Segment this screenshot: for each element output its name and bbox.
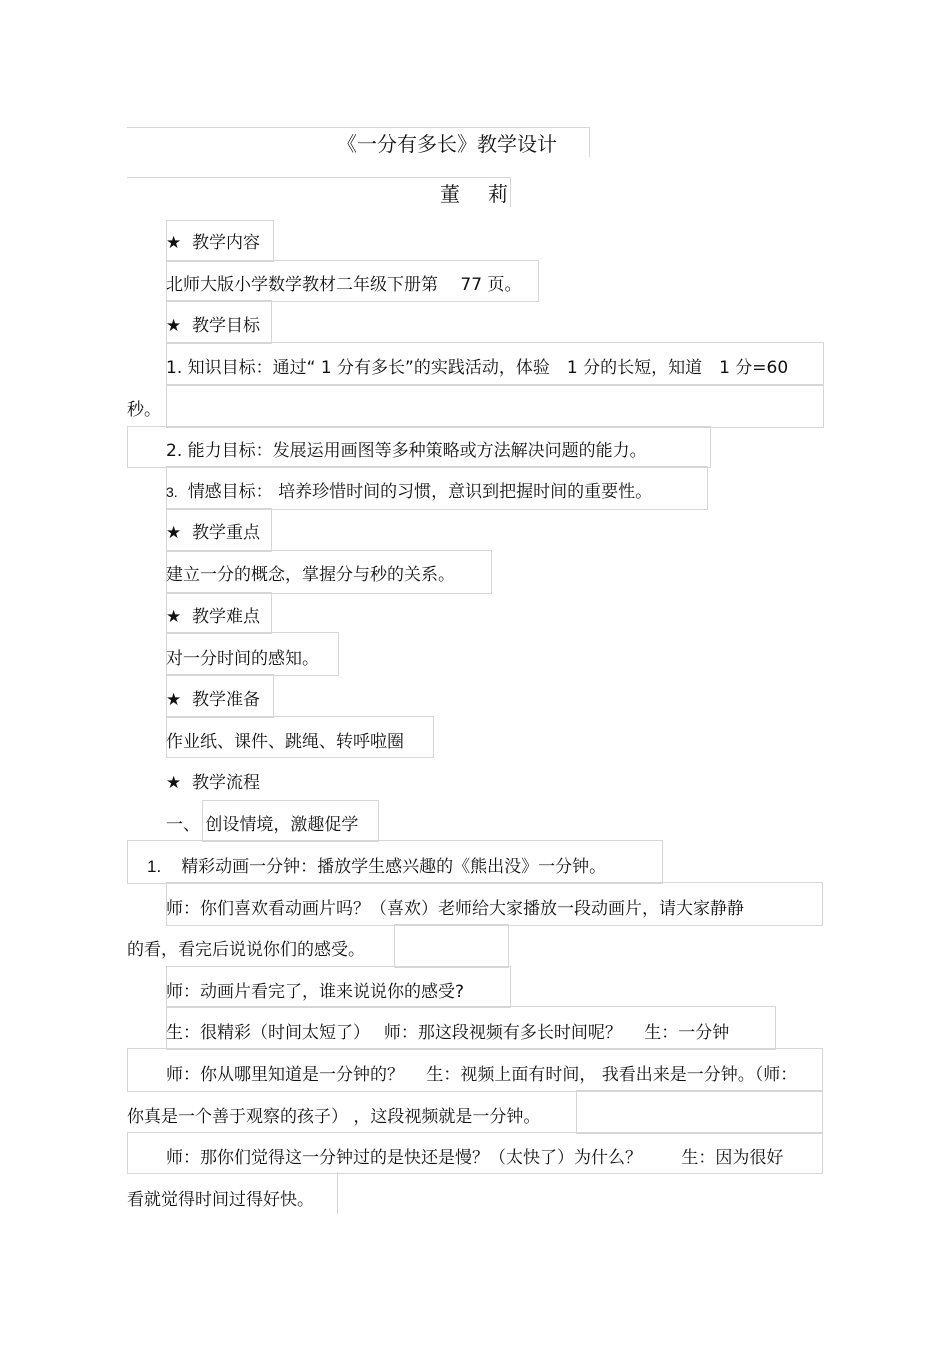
star-bullet-icon: ★ [166, 316, 182, 336]
box-p1-cont [394, 924, 509, 968]
dialogue-p2: 师：动画片看完了，谁来说说你的感受? [166, 982, 465, 1002]
dialogue-p1-line2: 的看，看完后说说你们的感受。 [127, 940, 365, 960]
star-bullet-icon: ★ [166, 523, 182, 543]
dialogue-p5-line1: 师：那你们觉得这一分钟过的是快还是慢？（太快了）为什么？ 生：因为很好 [166, 1148, 784, 1168]
section-goals-heading [166, 315, 260, 337]
goal3 [166, 481, 652, 503]
prep-text: 作业纸、课件、跳绳、转呼啦圈 [166, 732, 404, 752]
author-name: 董莉 [440, 182, 536, 206]
key-text: 建立一分的概念，掌握分与秒的关系。 [166, 565, 455, 585]
goal2: 2. 能力目标：发展运用画图等多种策略或方法解决问题的能力。 [166, 441, 647, 461]
box-p4-cont [576, 1090, 823, 1134]
step1-item-text: 精彩动画一分钟：播放学生感兴趣的《熊出没》一分钟。 [181, 857, 607, 877]
heading-label: 教学流程 [192, 773, 260, 793]
dialogue-p3: 生：很精彩（时间太短了） 师：那这段视频有多长时间呢？ 生：一分钟 [166, 1023, 730, 1043]
heading-label: 教学重点 [192, 523, 260, 543]
dialogue-p1-line1: 师：你们喜欢看动画片吗？（喜欢）老师给大家播放一段动画片，请大家静静 [166, 899, 744, 919]
box-goal1-cont [166, 384, 824, 428]
dialogue-p4-line2: 你真是一个善于观察的孩子） ，这段视频就是一分钟。 [127, 1107, 541, 1127]
goal1-line2: 秒。 [127, 400, 161, 420]
step1-heading: 一、 创设情境，激趣促学 [166, 815, 359, 835]
dialogue-p4-line1: 师：你从哪里知道是一分钟的？ 生：视频上面有时间， 我看出来是一分钟。（师： [166, 1065, 798, 1085]
star-bullet-icon: ★ [166, 607, 182, 627]
rule-p5-cont [337, 1172, 338, 1214]
goal3-text: 情感目标： 培养珍惜时间的习惯，意识到把握时间的重要性。 [187, 482, 653, 502]
rule-top-author [127, 177, 510, 178]
rule-top-title [127, 127, 589, 128]
goal3-number: 3. [166, 484, 178, 500]
goal1-line1: 1. 知识目标：通过“ 1 分有多长”的实践活动，体验 1 分的长短，知道 1 分=60 [166, 358, 789, 378]
step1-item [147, 856, 606, 878]
difficulty-text: 对一分时间的感知。 [166, 649, 319, 669]
star-bullet-icon: ★ [166, 773, 182, 793]
dialogue-p5-line2: 看就觉得时间过得好快。 [127, 1190, 314, 1210]
star-bullet-icon: ★ [166, 690, 182, 710]
section-prep-heading [166, 689, 260, 711]
section-key-heading [166, 522, 260, 544]
section-process-heading [166, 772, 260, 794]
rule-title-right [589, 127, 590, 157]
heading-label: 教学难点 [192, 607, 260, 627]
star-bullet-icon: ★ [166, 233, 182, 253]
section-difficulty-heading [166, 606, 260, 628]
content-text: 北师大版小学数学教材二年级下册第 77 页。 [166, 275, 522, 295]
heading-label: 教学目标 [192, 316, 260, 336]
document-title: 《一分有多长》教学设计 [337, 132, 557, 156]
step1-item-number: 1. [147, 857, 162, 876]
section-content-heading [166, 232, 260, 254]
heading-label: 教学准备 [192, 690, 260, 710]
heading-label: 教学内容 [192, 233, 260, 253]
